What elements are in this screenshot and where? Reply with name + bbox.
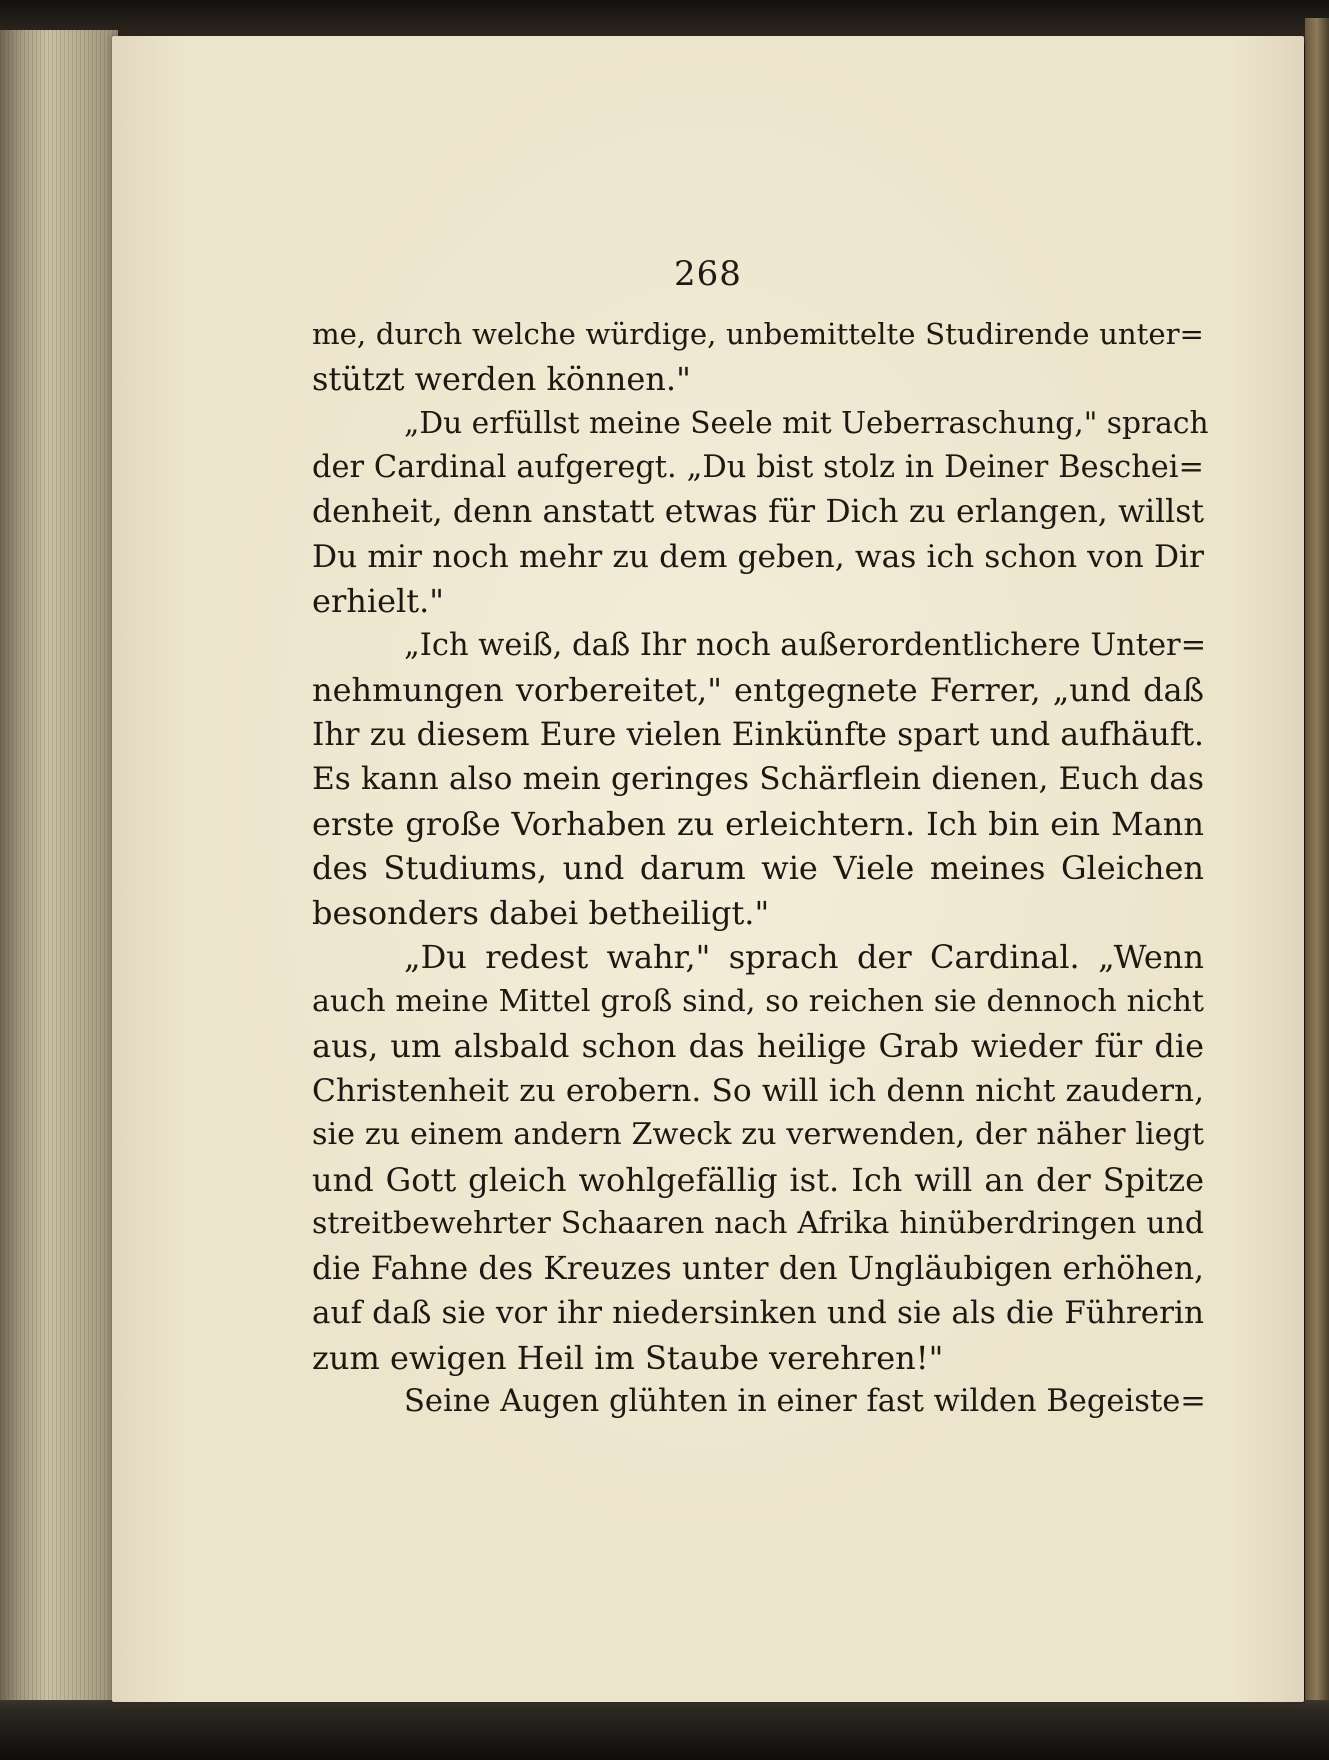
text-line: „Ich weiß, daß Ihr noch außerordentlichere Unter= [404, 627, 1207, 663]
text-line: der Cardinal aufgeregt. „Du bist stolz in Deiner Beschei= [312, 449, 1204, 485]
text-line: Seine Augen glühten in einer fast wilden Begeiste= [404, 1384, 1206, 1419]
text-line: „Du redest wahr," sprach der Cardinal. „Wenn [404, 938, 1204, 976]
page-body-text [312, 312, 1209, 1425]
text-line: und Gott gleich wohlgefällig ist. Ich will an der Spitze [312, 1160, 1204, 1199]
text-line: me, durch welche würdige, unbemittelte Studirende unter= [312, 317, 1204, 351]
text-line: Christenheit zu erobern. So will ich denn nicht zaudern, [312, 1072, 1204, 1109]
text-line: auf daß sie vor ihr niedersinken und sie als die Führerin [312, 1295, 1204, 1331]
text-line: denheit, denn anstatt etwas für Dich zu erlangen, willst [312, 494, 1204, 530]
text-line: besonders dabei betheiligt." [312, 893, 770, 932]
text-line: aus, um alsbald schon das heilige Grab wieder für die [312, 1027, 1204, 1065]
page-number: 268 [674, 254, 742, 294]
text-line: erhielt." [312, 582, 444, 620]
text-line: streitbewehrter Schaaren nach Afrika hinüberdringen und [312, 1206, 1204, 1241]
text-line: „Du erfüllst meine Seele mit Ueberraschung," sprach [404, 405, 1209, 440]
scan-bottom-edge [0, 1700, 1329, 1760]
text-line: nehmungen vorbereitet," entgegnete Ferrer, „und daß [312, 671, 1204, 709]
text-line: zum ewigen Heil im Staube verehren!" [312, 1338, 944, 1377]
text-line: auch meine Mittel groß sind, so reichen sie dennoch nicht [312, 983, 1204, 1019]
text-line: Ihr zu diesem Eure vielen Einkünfte spart und aufhäuft. [312, 716, 1204, 753]
text-line: Es kann also mein geringes Schärflein dienen, Euch das [312, 761, 1204, 797]
text-line: Du mir noch mehr zu dem geben, was ich schon von Dir [312, 538, 1204, 575]
text-line: erste große Vorhaben zu erleichtern. Ich bin ein Mann [312, 804, 1204, 843]
text-line: stützt werden können." [312, 359, 691, 398]
text-line: die Fahne des Kreuzes unter den Ungläubigen erhöhen, [312, 1250, 1204, 1287]
book-cover-edge-right [1305, 18, 1329, 1718]
text-line: sie zu einem andern Zweck zu verwenden, der näher liegt [312, 1117, 1204, 1152]
book-page-edges-left [0, 30, 118, 1710]
text-line: des Studiums, und darum wie Viele meines Gleichen [312, 849, 1204, 887]
